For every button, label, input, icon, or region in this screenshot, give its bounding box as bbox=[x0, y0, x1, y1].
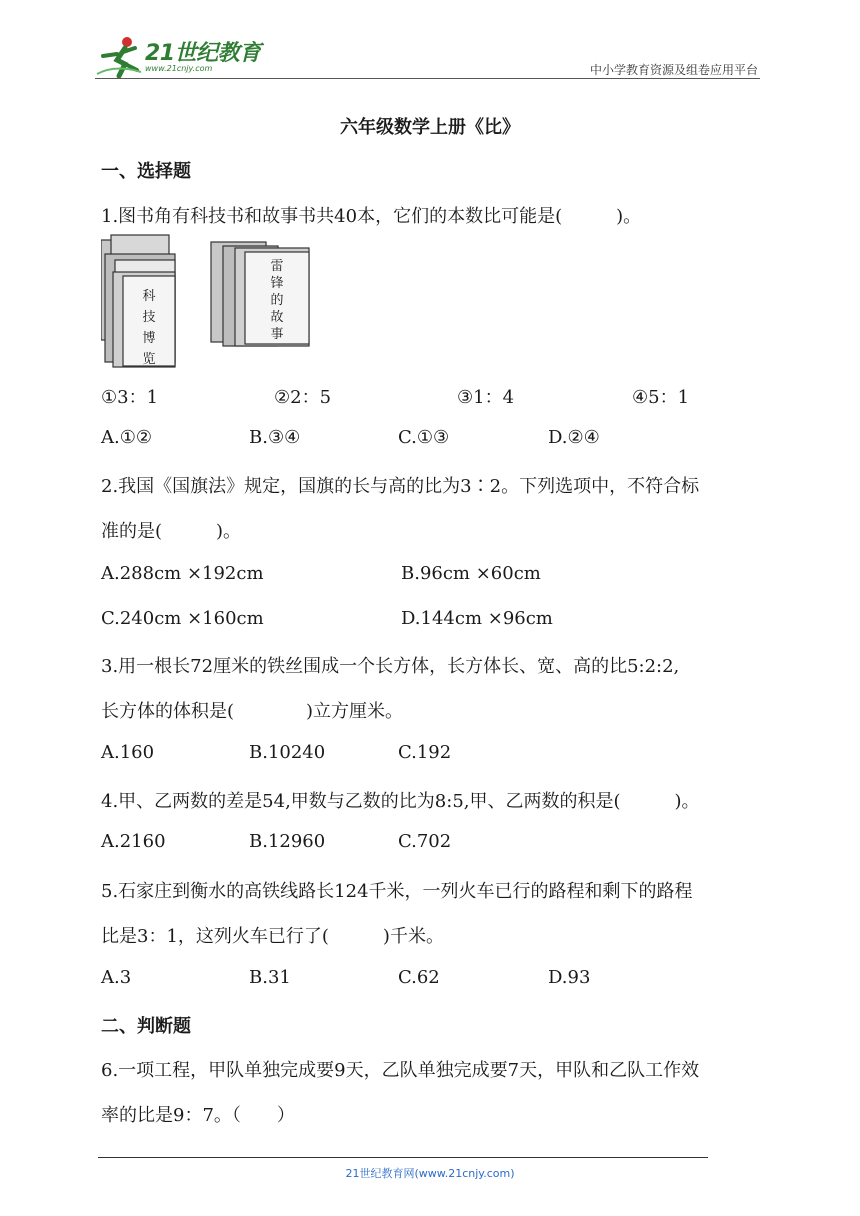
q1-option-a[interactable]: A.①② bbox=[101, 427, 152, 448]
q1-choice-1: ①3：1 bbox=[101, 387, 159, 408]
q4-option-b[interactable]: B.12960 bbox=[249, 831, 326, 852]
runner-logo-icon bbox=[95, 34, 145, 78]
q4-option-c[interactable]: C.702 bbox=[398, 831, 452, 852]
question-2-stem-line1: 2.我国《国旗法》规定，国旗的长与高的比为3∶2。下列选项中，不符合标 bbox=[101, 476, 700, 497]
q2-option-a[interactable]: A.288cm ×192cm bbox=[101, 563, 264, 584]
question-5-stem-line1: 5.石家庄到衡水的高铁线路长124千米，一列火车已行的路程和剩下的路程 bbox=[101, 881, 693, 902]
site-logo bbox=[95, 34, 265, 78]
question-1-stem: 1.图书角有科技书和故事书共40本，它们的本数比可能是( )。 bbox=[101, 206, 642, 227]
section-heading-choice: 一、选择题 bbox=[101, 161, 191, 182]
page-title: 六年级数学上册《比》 bbox=[340, 117, 520, 138]
q1-choice-4: ④5：1 bbox=[632, 387, 690, 408]
q4-option-a[interactable]: A.2160 bbox=[101, 831, 166, 852]
q5-option-c[interactable]: C.62 bbox=[398, 967, 440, 988]
q5-option-b[interactable]: B.31 bbox=[249, 967, 291, 988]
q1-option-b[interactable]: B.③④ bbox=[249, 427, 301, 448]
q3-option-b[interactable]: B.10240 bbox=[249, 742, 326, 763]
header-divider bbox=[95, 78, 760, 79]
q1-option-d[interactable]: D.②④ bbox=[548, 427, 600, 448]
q2-option-c[interactable]: C.240cm ×160cm bbox=[101, 608, 264, 629]
logo-url: www.21cnjy.com bbox=[145, 64, 213, 73]
q2-option-b[interactable]: B.96cm ×60cm bbox=[401, 563, 541, 584]
book-title-science: 科技博览 bbox=[142, 289, 156, 367]
q1-choice-2: ②2：5 bbox=[274, 387, 332, 408]
q1-option-c[interactable]: C.①③ bbox=[398, 427, 450, 448]
footer-divider bbox=[98, 1157, 708, 1158]
q3-option-c[interactable]: C.192 bbox=[398, 742, 452, 763]
site-name: 中小学教育资源及组卷应用平台 bbox=[589, 63, 758, 77]
question-3-stem-line2: 长方体的体积是( )立方厘米。 bbox=[101, 701, 404, 722]
question-2-stem-line2: 准的是( )。 bbox=[101, 521, 242, 542]
book-title-story: 雷锋的故事 bbox=[270, 259, 284, 342]
q5-option-d[interactable]: D.93 bbox=[548, 967, 591, 988]
footer-link[interactable]: 21世纪教育网(www.21cnjy.com) bbox=[345, 1167, 515, 1180]
question-6-stem-line2: 率的比是9：7。（ ） bbox=[101, 1105, 295, 1126]
page-header bbox=[95, 28, 760, 80]
question-3-stem-line1: 3.用一根长72厘米的铁丝围成一个长方体，长方体长、宽、高的比5:2:2, bbox=[101, 656, 680, 677]
q5-option-a[interactable]: A.3 bbox=[101, 967, 132, 988]
q3-option-a[interactable]: A.160 bbox=[101, 742, 155, 763]
q2-option-d[interactable]: D.144cm ×96cm bbox=[401, 608, 553, 629]
q1-choice-3: ③1：4 bbox=[457, 387, 515, 408]
question-4-stem: 4.甲、乙两数的差是54,甲数与乙数的比为8:5,甲、乙两数的积是( )。 bbox=[101, 791, 700, 812]
question-6-stem-line1: 6.一项工程，甲队单独完成要9天，乙队单独完成要7天，甲队和乙队工作效 bbox=[101, 1060, 700, 1081]
question-5-stem-line2: 比是3：1，这列火车已行了( )千米。 bbox=[101, 926, 444, 947]
section-heading-judge: 二、判断题 bbox=[101, 1016, 191, 1037]
logo-text: 21世纪教育 bbox=[145, 41, 261, 66]
